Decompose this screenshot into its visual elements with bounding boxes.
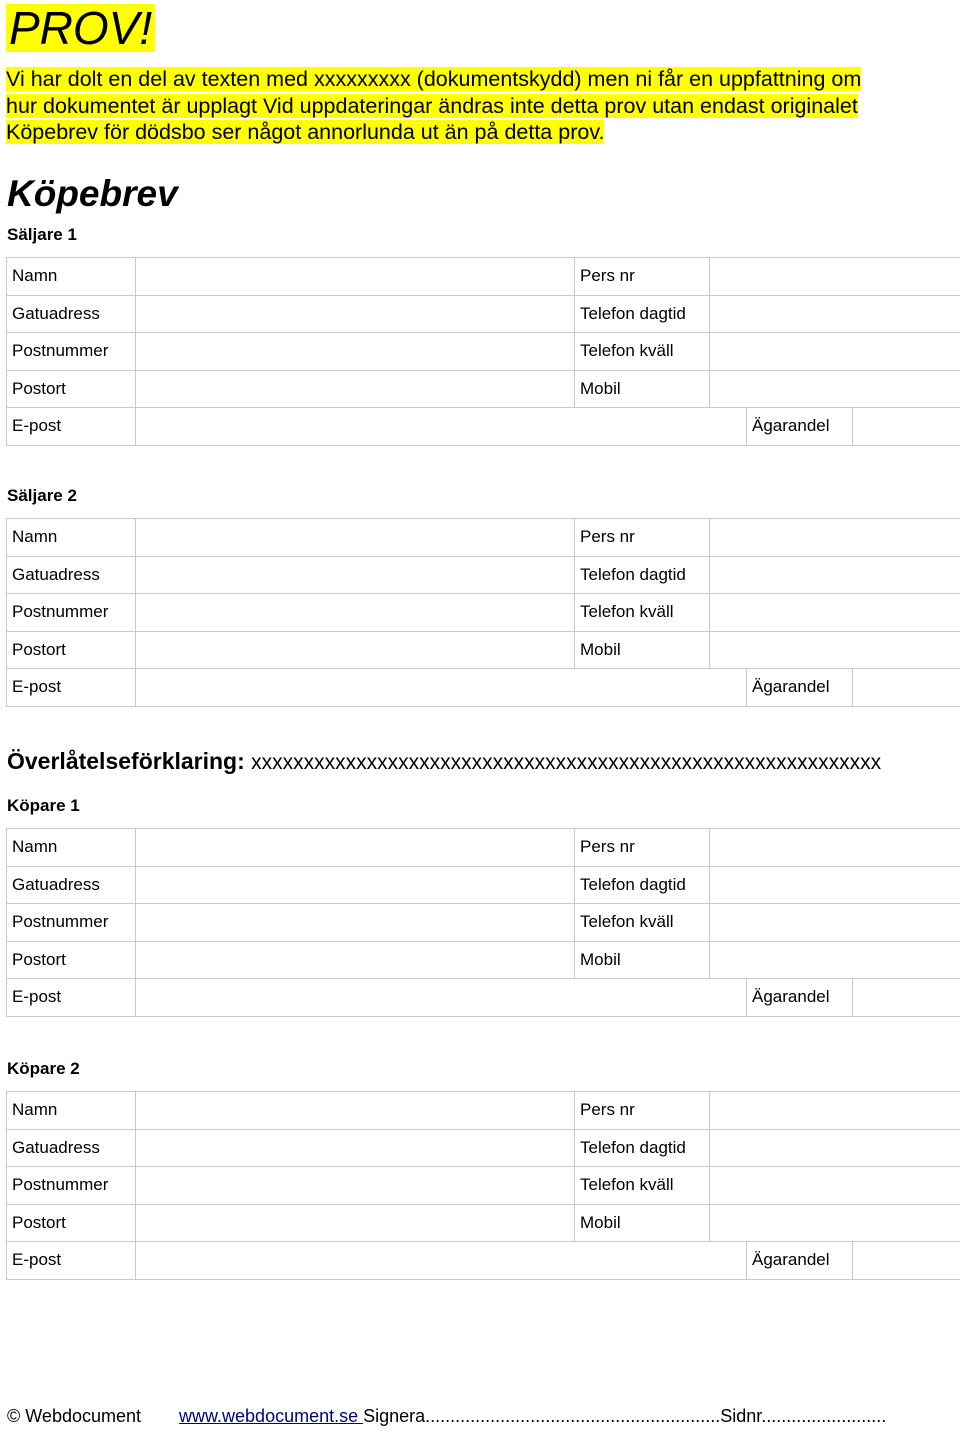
phone-day-input[interactable] — [710, 295, 960, 333]
street-input[interactable] — [136, 556, 575, 594]
share-input[interactable] — [853, 979, 960, 1017]
phone-day-label: Telefon dagtid — [575, 866, 710, 904]
personal-no-label: Pers nr — [575, 258, 710, 296]
city-input[interactable] — [136, 370, 575, 408]
sample-badge: PROV! — [6, 4, 155, 52]
email-input[interactable] — [136, 1242, 747, 1280]
personal-no-label: Pers nr — [575, 829, 710, 867]
city-input[interactable] — [136, 1204, 575, 1242]
share-input[interactable] — [853, 669, 960, 707]
phone-day-label: Telefon dagtid — [575, 556, 710, 594]
seller-1-form — [6, 257, 960, 446]
name-input[interactable] — [136, 829, 575, 867]
footer-sign-line: Signera........................................................... — [363, 1406, 721, 1426]
footer-page-number: Sidnr......................... — [720, 1406, 887, 1426]
share-label: Ägarandel — [747, 408, 853, 446]
street-input[interactable] — [136, 295, 575, 333]
postcode-input[interactable] — [136, 904, 575, 942]
buyer-1-heading: Köpare 1 — [7, 796, 80, 815]
seller-2-heading: Säljare 2 — [7, 486, 77, 505]
share-input[interactable] — [853, 408, 960, 446]
phone-evening-label: Telefon kväll — [575, 333, 710, 371]
mobile-input[interactable] — [710, 370, 960, 408]
share-label: Ägarandel — [747, 1242, 853, 1280]
city-input[interactable] — [136, 631, 575, 669]
street-input[interactable] — [136, 866, 575, 904]
sample-notice — [6, 66, 861, 146]
city-label: Postort — [7, 941, 136, 979]
phone-evening-input[interactable] — [710, 1167, 960, 1205]
city-label: Postort — [7, 1204, 136, 1242]
personal-no-label: Pers nr — [575, 519, 710, 557]
phone-day-input[interactable] — [710, 1129, 960, 1167]
declaration-hidden-text: xxxxxxxxxxxxxxxxxxxxxxxxxxxxxxxxxxxxxxxxxxxxxxxxxxxxxxxxxxxx — [251, 751, 882, 774]
name-input[interactable] — [136, 1092, 575, 1130]
personal-no-input[interactable] — [710, 258, 960, 296]
postcode-label: Postnummer — [7, 594, 136, 632]
email-label: E-post — [7, 408, 136, 446]
phone-day-input[interactable] — [710, 556, 960, 594]
footer-copyright: © Webdocument — [7, 1406, 141, 1426]
name-label: Namn — [7, 519, 136, 557]
mobile-input[interactable] — [710, 631, 960, 669]
name-label: Namn — [7, 829, 136, 867]
phone-day-label: Telefon dagtid — [575, 1129, 710, 1167]
mobile-label: Mobil — [575, 370, 710, 408]
street-label: Gatuadress — [7, 295, 136, 333]
email-label: E-post — [7, 979, 136, 1017]
email-input[interactable] — [136, 979, 747, 1017]
phone-evening-label: Telefon kväll — [575, 1167, 710, 1205]
phone-day-label: Telefon dagtid — [575, 295, 710, 333]
phone-evening-label: Telefon kväll — [575, 904, 710, 942]
buyer-2-heading: Köpare 2 — [7, 1059, 80, 1078]
mobile-label: Mobil — [575, 631, 710, 669]
name-input[interactable] — [136, 258, 575, 296]
email-input[interactable] — [136, 408, 747, 446]
buyer-2-form — [6, 1091, 960, 1280]
personal-no-input[interactable] — [710, 1092, 960, 1130]
street-input[interactable] — [136, 1129, 575, 1167]
postcode-label: Postnummer — [7, 333, 136, 371]
mobile-input[interactable] — [710, 1204, 960, 1242]
buyer-1-form — [6, 828, 960, 1017]
phone-evening-input[interactable] — [710, 333, 960, 371]
postcode-input[interactable] — [136, 594, 575, 632]
city-label: Postort — [7, 370, 136, 408]
document-title: Köpebrev — [7, 173, 178, 214]
mobile-input[interactable] — [710, 941, 960, 979]
street-label: Gatuadress — [7, 556, 136, 594]
personal-no-label: Pers nr — [575, 1092, 710, 1130]
name-input[interactable] — [136, 519, 575, 557]
email-input[interactable] — [136, 669, 747, 707]
postcode-input[interactable] — [136, 1167, 575, 1205]
street-label: Gatuadress — [7, 866, 136, 904]
email-label: E-post — [7, 1242, 136, 1280]
mobile-label: Mobil — [575, 941, 710, 979]
street-label: Gatuadress — [7, 1129, 136, 1167]
city-label: Postort — [7, 631, 136, 669]
city-input[interactable] — [136, 941, 575, 979]
share-label: Ägarandel — [747, 979, 853, 1017]
footer-website-link[interactable]: www.webdocument.se — [179, 1406, 364, 1426]
postcode-input[interactable] — [136, 333, 575, 371]
name-label: Namn — [7, 1092, 136, 1130]
personal-no-input[interactable] — [710, 829, 960, 867]
seller-1-heading: Säljare 1 — [7, 225, 77, 244]
email-label: E-post — [7, 669, 136, 707]
notice-line: Köpebrev för dödsbo ser något annorlunda ut än på detta prov. — [6, 120, 605, 144]
notice-line: Vi har dolt en del av texten med xxxxxxxxx (dokumentskydd) men ni får en uppfattning om — [6, 67, 862, 91]
phone-evening-input[interactable] — [710, 594, 960, 632]
postcode-label: Postnummer — [7, 904, 136, 942]
name-label: Namn — [7, 258, 136, 296]
transfer-declaration — [7, 746, 881, 778]
notice-line: hur dokumentet är upplagt Vid uppdateringar ändras inte detta prov utan endast originalet — [6, 93, 858, 118]
mobile-label: Mobil — [575, 1204, 710, 1242]
postcode-label: Postnummer — [7, 1167, 136, 1205]
share-label: Ägarandel — [747, 669, 853, 707]
declaration-label: Överlåtelseförklaring: — [7, 748, 245, 774]
share-input[interactable] — [853, 1242, 960, 1280]
phone-day-input[interactable] — [710, 866, 960, 904]
phone-evening-input[interactable] — [710, 904, 960, 942]
page-footer — [7, 1404, 886, 1428]
seller-2-form — [6, 518, 960, 707]
phone-evening-label: Telefon kväll — [575, 594, 710, 632]
personal-no-input[interactable] — [710, 519, 960, 557]
